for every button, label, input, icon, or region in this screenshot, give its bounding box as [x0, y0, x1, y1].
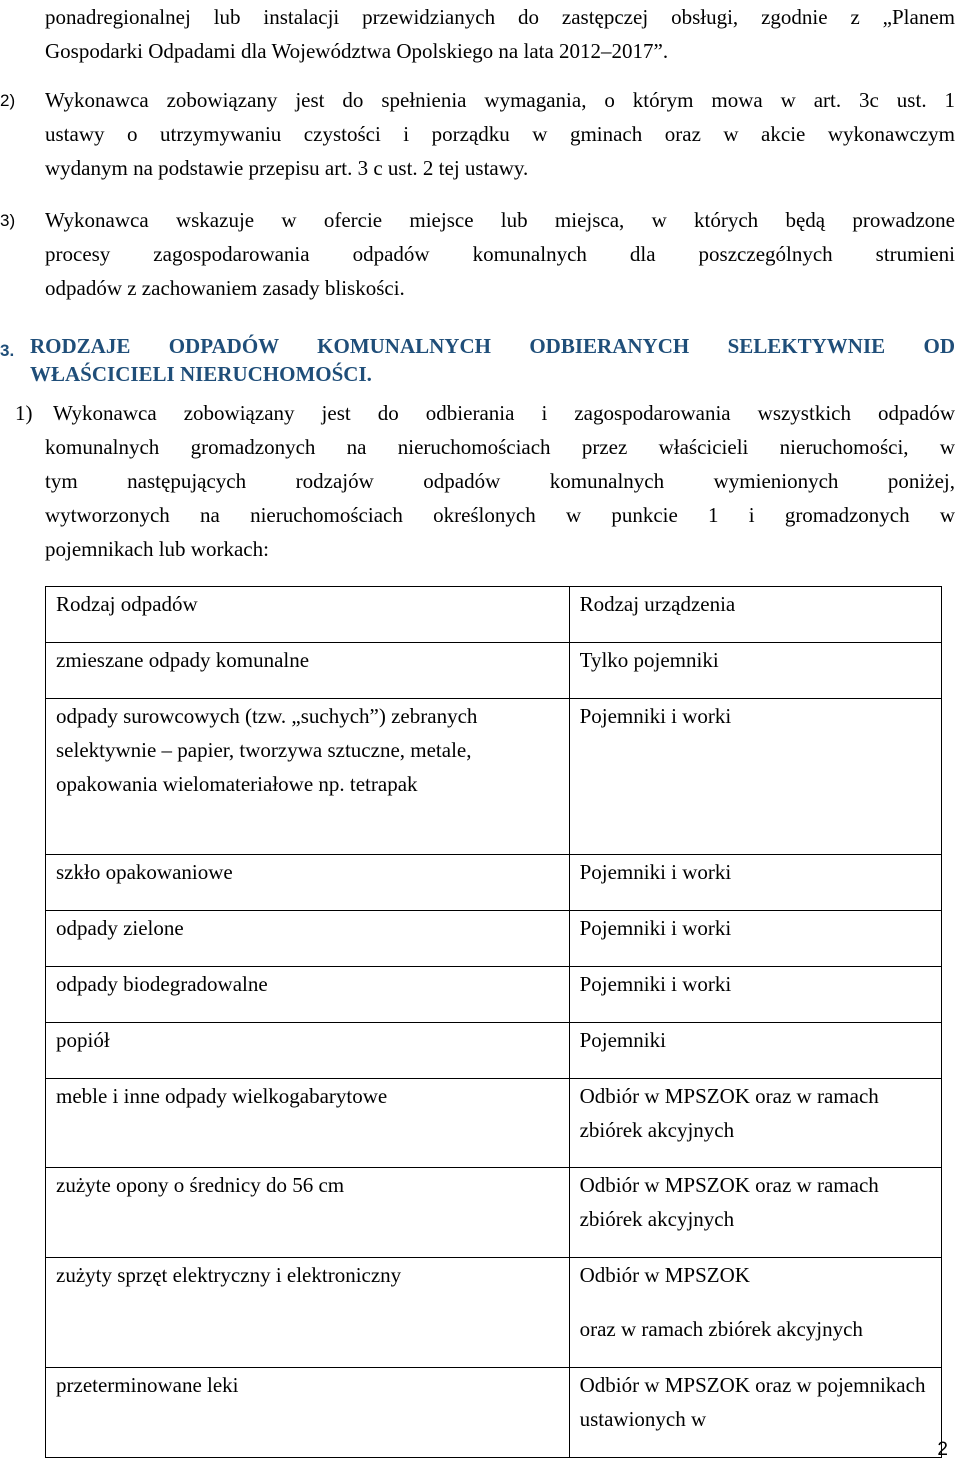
table-row: [46, 855, 942, 911]
intro-line-2: Gospodarki Odpadami dla Województwa Opolskiego na lata 2012–2017”.: [45, 39, 669, 63]
table-row: [46, 967, 942, 1023]
table-cell-device: [569, 1258, 941, 1368]
table-header-waste: Rodzaj odpadów: [46, 587, 570, 643]
table-cell-device: Pojemniki i worki: [569, 855, 941, 911]
section-3-title-line-2: WŁAŚCICIELI NIERUCHOMOŚCI.: [30, 362, 372, 386]
item-3-line-1: Wykonawca wskazuje w ofercie miejsce lub miejsca, w których będą prowadzone: [45, 208, 955, 232]
item-2-paragraph: [45, 83, 955, 185]
table-cell-device: Pojemniki i worki: [569, 967, 941, 1023]
section-3-heading: [30, 332, 955, 388]
table-row: [46, 911, 942, 967]
table-cell-waste: zużyty sprzęt elektryczny i elektroniczny: [46, 1258, 570, 1368]
intro-line-1: ponadregionalnej lub instalacji przewidzianych do zastępczej obsługi, zgodnie z „Planem: [45, 5, 955, 29]
item-2-line-1: Wykonawca zobowiązany jest do spełnienia wymagania, o którym mowa w art. 3c ust. 1: [45, 88, 955, 112]
item-3-number: 3): [0, 211, 16, 230]
table-cell-device: Odbiór w MPSZOK oraz w pojemnikach ustawionych w: [569, 1368, 941, 1458]
table-row: [46, 643, 942, 699]
table-row: [46, 1168, 942, 1258]
table-cell-waste: szkło opakowaniowe: [46, 855, 570, 911]
table-header-row: [46, 587, 942, 643]
table-cell-waste: przeterminowane leki: [46, 1368, 570, 1458]
section-3-item-1-line-4: wytworzonych na nieruchomościach określonych w punkcie 1 i gromadzonych w: [45, 503, 955, 527]
table-row: [46, 1258, 942, 1368]
page-number: 2: [937, 1439, 948, 1460]
item-3-paragraph: [45, 203, 955, 305]
table-cell-waste: odpady surowcowych (tzw. „suchych”) zebranych selektywnie – papier, tworzywa sztuczne, metale, opakowania wielomateriałowe np. tetrapak: [46, 699, 570, 855]
item-2-line-3: wydanym na podstawie przepisu art. 3 c ust. 2 tej ustawy.: [45, 156, 529, 180]
table-cell-waste: meble i inne odpady wielkogabarytowe: [46, 1079, 570, 1168]
table-cell-device: Pojemniki i worki: [569, 699, 941, 855]
table-cell-waste: zmieszane odpady komunalne: [46, 643, 570, 699]
item-2-line-2: ustawy o utrzymywaniu czystości i porządku w gminach oraz w akcie wykonawczym: [45, 122, 955, 146]
table-cell-device: Odbiór w MPSZOK oraz w ramach zbiórek akcyjnych: [569, 1168, 941, 1258]
item-2-number: 2): [0, 91, 16, 110]
table-cell-waste: odpady zielone: [46, 911, 570, 967]
section-3-item-1-paragraph: [45, 396, 955, 566]
table-row: [46, 1368, 942, 1458]
section-3-title-line-1: RODZAJE ODPADÓW KOMUNALNYCH ODBIERANYCH SELEKTYWNIE OD: [30, 334, 955, 358]
section-3-item-1-line-2: komunalnych gromadzonych na nieruchomościach przez właścicieli nieruchomości, w: [45, 435, 955, 459]
item-3-line-2: procesy zagospodarowania odpadów komunalnych dla poszczególnych strumieni: [45, 242, 955, 266]
section-3-item-1-line-1: Wykonawca zobowiązany jest do odbierania i zagospodarowania wszystkich odpadów: [53, 401, 955, 425]
section-3-item-1-line-3: tym następujących rodzajów odpadów komunalnych wymienionych poniżej,: [45, 469, 955, 493]
table-cell-waste: odpady biodegradowalne: [46, 967, 570, 1023]
waste-types-table: [45, 586, 942, 1458]
table-header-device: Rodzaj urządzenia: [569, 587, 941, 643]
table-cell-waste: zużyte opony o średnicy do 56 cm: [46, 1168, 570, 1258]
section-3-number: 3.: [0, 341, 15, 360]
table-cell-device: Pojemniki: [569, 1023, 941, 1079]
table-row: [46, 1023, 942, 1079]
table-row: [46, 1079, 942, 1168]
table-cell-device-line-2: oraz w ramach zbiórek akcyjnych: [579, 1317, 863, 1341]
table-cell-device: Tylko pojemniki: [569, 643, 941, 699]
table-row: [46, 699, 942, 855]
table-cell-device: Pojemniki i worki: [569, 911, 941, 967]
section-3-item-1-number: 1): [15, 401, 33, 425]
table-cell-waste: popiół: [46, 1023, 570, 1079]
table-cell-device: Odbiór w MPSZOK oraz w ramach zbiórek akcyjnych: [569, 1079, 941, 1168]
item-3-line-3: odpadów z zachowaniem zasady bliskości.: [45, 276, 405, 300]
section-3-item-1-line-5: pojemnikach lub workach:: [45, 537, 269, 561]
intro-paragraph: [45, 0, 955, 68]
table-cell-device-line-1: Odbiór w MPSZOK: [579, 1263, 750, 1287]
